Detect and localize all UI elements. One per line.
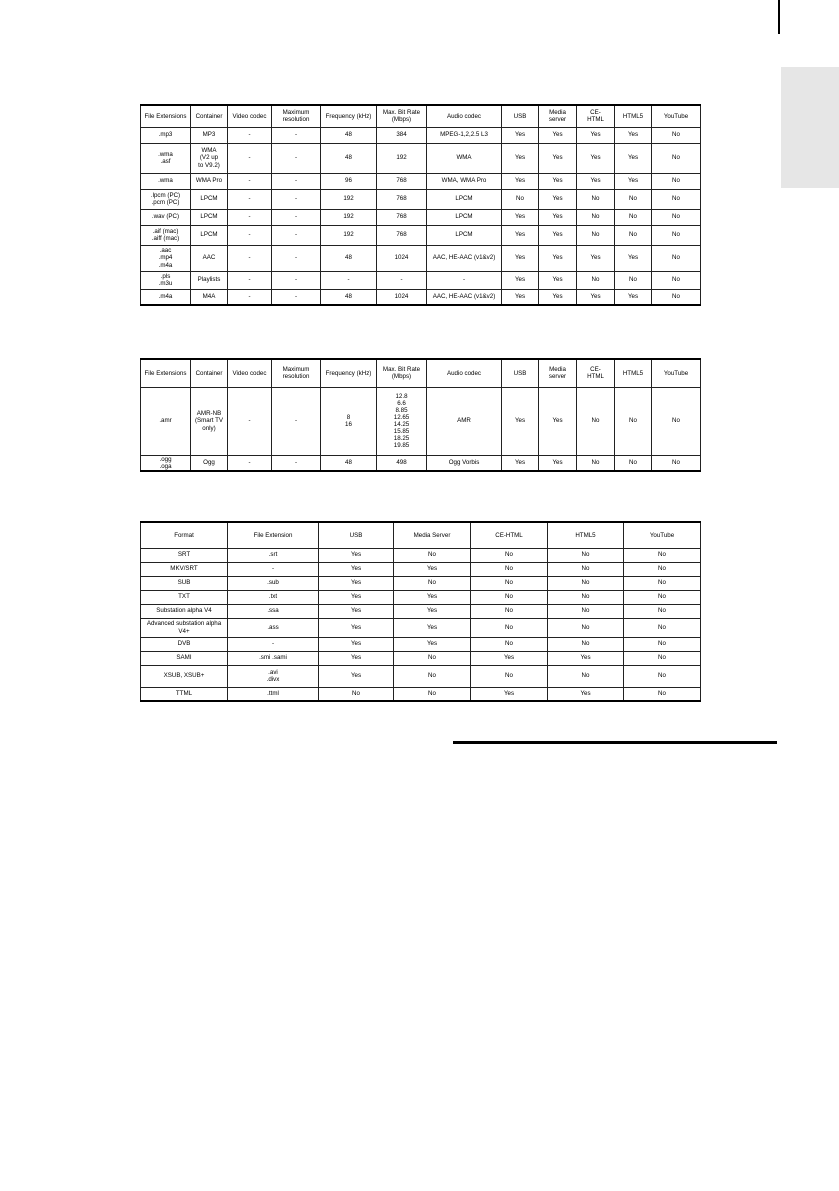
table-row	[141, 225, 701, 245]
table-cell: Playlists	[191, 271, 228, 289]
column-header: Maximum resolution	[272, 359, 321, 387]
column-header: HTML5	[548, 522, 624, 548]
table-cell: SUB	[141, 576, 228, 590]
table-cell: 192	[377, 143, 427, 173]
column-header: Frequency (kHz)	[321, 105, 377, 127]
table-cell: No	[624, 590, 701, 604]
column-header: Media server	[539, 105, 577, 127]
table-cell: -	[321, 271, 377, 289]
table-cell: No	[652, 143, 701, 173]
table-cell: LPCM	[427, 209, 502, 225]
table-cell: Ogg	[191, 455, 228, 471]
table-cell: 192	[321, 225, 377, 245]
table-cell: Yes	[502, 245, 539, 271]
table-cell: 768	[377, 173, 427, 189]
table-cell: -	[427, 271, 502, 289]
audio-formats-table-2	[140, 358, 701, 472]
table-cell: 8 16	[321, 387, 377, 455]
table-cell: -	[228, 387, 272, 455]
table-cell: -	[272, 289, 321, 305]
table-cell: -	[377, 271, 427, 289]
table-cell: AMR	[427, 387, 502, 455]
table-cell: LPCM	[191, 189, 228, 209]
table-cell: 192	[321, 209, 377, 225]
column-header: YouTube	[652, 359, 701, 387]
table-row	[141, 576, 701, 590]
table-cell: No	[471, 618, 548, 637]
table-cell: XSUB, XSUB+	[141, 665, 228, 687]
table-cell: .srt	[228, 548, 319, 562]
table-cell: LPCM	[191, 209, 228, 225]
table-row	[141, 127, 701, 143]
table-cell: .avi .divx	[228, 665, 319, 687]
table-cell: No	[394, 651, 471, 665]
table-cell: No	[624, 604, 701, 618]
table-cell: Yes	[502, 143, 539, 173]
table-cell: No	[394, 665, 471, 687]
table-cell: No	[319, 687, 394, 701]
table-cell: Yes	[502, 127, 539, 143]
table-cell: -	[228, 189, 272, 209]
table-cell: -	[228, 143, 272, 173]
table-row	[141, 189, 701, 209]
table-cell: No	[548, 665, 624, 687]
table-cell: Yes	[577, 173, 615, 189]
table-cell: Yes	[539, 245, 577, 271]
table-cell: TXT	[141, 590, 228, 604]
table-cell: Advanced substation alpha V4+	[141, 618, 228, 637]
table-cell: Yes	[615, 173, 652, 189]
column-header: Container	[191, 359, 228, 387]
column-header: USB	[502, 105, 539, 127]
table-cell: 96	[321, 173, 377, 189]
table-row	[141, 271, 701, 289]
table-cell: Yes	[394, 590, 471, 604]
table-cell: No	[548, 618, 624, 637]
table-cell: .pls .m3u	[141, 271, 191, 289]
column-header: HTML5	[615, 359, 652, 387]
table-cell: -	[272, 209, 321, 225]
table-cell: Yes	[394, 618, 471, 637]
section-divider	[453, 741, 777, 744]
table-row	[141, 387, 701, 455]
table-cell: No	[548, 604, 624, 618]
table-cell: Yes	[319, 590, 394, 604]
table-cell: No	[624, 562, 701, 576]
table-cell: No	[548, 590, 624, 604]
table-cell: No	[652, 289, 701, 305]
table-cell: .wma .asf	[141, 143, 191, 173]
table-cell: .smi .sami	[228, 651, 319, 665]
column-header: Video codec	[228, 105, 272, 127]
table-cell: 48	[321, 143, 377, 173]
table-cell: No	[652, 455, 701, 471]
table-cell: 384	[377, 127, 427, 143]
table-cell: -	[228, 637, 319, 651]
table-row	[141, 637, 701, 651]
table-row	[141, 651, 701, 665]
table-cell: -	[228, 209, 272, 225]
table-row	[141, 289, 701, 305]
table-cell: Yes	[577, 127, 615, 143]
table-cell: -	[228, 562, 319, 576]
column-header: Max. Bit Rate (Mbps)	[377, 105, 427, 127]
table-cell: Yes	[502, 173, 539, 189]
table-cell: No	[652, 173, 701, 189]
table-cell: .m4a	[141, 289, 191, 305]
column-header: Container	[191, 105, 228, 127]
table-row	[141, 590, 701, 604]
table-cell: Yes	[615, 245, 652, 271]
table-cell: TTML	[141, 687, 228, 701]
table-cell: 768	[377, 189, 427, 209]
header-row	[141, 105, 701, 127]
table-cell: 48	[321, 127, 377, 143]
table-cell: No	[502, 189, 539, 209]
column-header: File Extension	[228, 522, 319, 548]
table-cell: -	[272, 387, 321, 455]
table-cell: No	[394, 576, 471, 590]
table-cell: Yes	[615, 143, 652, 173]
column-header: Format	[141, 522, 228, 548]
table-cell: Yes	[539, 271, 577, 289]
table-row	[141, 665, 701, 687]
audio-formats-table	[140, 104, 701, 306]
table-row	[141, 562, 701, 576]
column-header: CE- HTML	[577, 105, 615, 127]
table-cell: No	[652, 209, 701, 225]
table-cell: 768	[377, 225, 427, 245]
table-cell: No	[471, 576, 548, 590]
table-cell: -	[228, 455, 272, 471]
table-cell: -	[272, 455, 321, 471]
table-cell: .wav (PC)	[141, 209, 191, 225]
table-cell: Yes	[615, 289, 652, 305]
table-cell: Yes	[394, 604, 471, 618]
table-cell: .aif (mac) .aiff (mac)	[141, 225, 191, 245]
table-cell: No	[615, 387, 652, 455]
table-cell: Yes	[539, 289, 577, 305]
table-row	[141, 245, 701, 271]
table-cell: Yes	[319, 651, 394, 665]
table-cell: -	[228, 289, 272, 305]
table-cell: 1024	[377, 245, 427, 271]
table-cell: No	[615, 209, 652, 225]
section-tab	[781, 67, 839, 188]
table-cell: WMA, WMA Pro	[427, 173, 502, 189]
table-cell: -	[228, 271, 272, 289]
table-cell: Yes	[615, 127, 652, 143]
header-row	[141, 522, 701, 548]
table-cell: .wma	[141, 173, 191, 189]
table-cell: .amr	[141, 387, 191, 455]
table-cell: Yes	[577, 245, 615, 271]
subtitle-formats-table	[140, 521, 701, 702]
table-cell: AAC	[191, 245, 228, 271]
table-row	[141, 209, 701, 225]
table-cell: Yes	[577, 289, 615, 305]
table-cell: Ogg Vorbis	[427, 455, 502, 471]
table-cell: Yes	[471, 651, 548, 665]
table-cell: No	[652, 189, 701, 209]
table-cell: No	[471, 637, 548, 651]
table-cell: No	[471, 604, 548, 618]
column-header: Frequency (kHz)	[321, 359, 377, 387]
table-cell: Yes	[502, 225, 539, 245]
table-cell: 48	[321, 245, 377, 271]
table-cell: Yes	[539, 387, 577, 455]
table-cell: Yes	[539, 173, 577, 189]
table-cell: .ogg .oga	[141, 455, 191, 471]
top-margin-rule	[778, 0, 780, 34]
table-cell: 1024	[377, 289, 427, 305]
table-cell: .mp3	[141, 127, 191, 143]
table-cell: No	[577, 189, 615, 209]
table-cell: No	[652, 127, 701, 143]
table-cell: Yes	[539, 127, 577, 143]
table-cell: .lpcm (PC) .pcm (PC)	[141, 189, 191, 209]
table-cell: No	[548, 548, 624, 562]
table-cell: SAMI	[141, 651, 228, 665]
table-cell: MPEG-1,2,2.5 L3	[427, 127, 502, 143]
table-cell: No	[652, 271, 701, 289]
table-cell: Yes	[539, 455, 577, 471]
table-cell: No	[615, 455, 652, 471]
table-cell: AAC, HE-AAC (v1&v2)	[427, 289, 502, 305]
table-cell: 192	[321, 189, 377, 209]
table-cell: MP3	[191, 127, 228, 143]
table-row	[141, 173, 701, 189]
table-row	[141, 548, 701, 562]
table-cell: Yes	[319, 637, 394, 651]
table-cell: No	[624, 651, 701, 665]
table-cell: AAC, HE-AAC (v1&v2)	[427, 245, 502, 271]
table-cell: Yes	[502, 209, 539, 225]
header-row	[141, 359, 701, 387]
table-cell: SRT	[141, 548, 228, 562]
table-cell: Yes	[319, 618, 394, 637]
table-cell: WMA Pro	[191, 173, 228, 189]
table-cell: 498	[377, 455, 427, 471]
table-cell: Yes	[319, 665, 394, 687]
table-cell: No	[577, 387, 615, 455]
column-header: Maximum resolution	[272, 105, 321, 127]
table-cell: .aac .mp4 .m4a	[141, 245, 191, 271]
column-header: YouTube	[652, 105, 701, 127]
table-cell: No	[577, 455, 615, 471]
table-cell: -	[272, 173, 321, 189]
table-cell: Yes	[394, 637, 471, 651]
table-cell: 48	[321, 455, 377, 471]
table-cell: 12.8 6.6 8.85 12.65 14.25 15.85 18.25 19.85	[377, 387, 427, 455]
column-header: Media server	[539, 359, 577, 387]
table-row	[141, 618, 701, 637]
table-cell: No	[471, 562, 548, 576]
table-cell: Yes	[502, 271, 539, 289]
table-cell: No	[548, 562, 624, 576]
table-cell: Yes	[319, 604, 394, 618]
table-cell: -	[272, 225, 321, 245]
column-header: YouTube	[624, 522, 701, 548]
table-cell: AMR-NB (Smart TV only)	[191, 387, 228, 455]
table-cell: No	[652, 387, 701, 455]
column-header: CE- HTML	[577, 359, 615, 387]
table-cell: Yes	[319, 576, 394, 590]
table-cell: LPCM	[191, 225, 228, 245]
table-cell: -	[272, 143, 321, 173]
table-cell: No	[577, 271, 615, 289]
table-cell: Yes	[548, 687, 624, 701]
table-cell: No	[548, 576, 624, 590]
table-cell: MKV/SRT	[141, 562, 228, 576]
table-cell: Substation alpha V4	[141, 604, 228, 618]
table-cell: No	[624, 637, 701, 651]
table-cell: .ssa	[228, 604, 319, 618]
column-header: Media Server	[394, 522, 471, 548]
table-cell: No	[394, 548, 471, 562]
column-header: File Extensions	[141, 105, 191, 127]
table-cell: -	[272, 127, 321, 143]
table-cell: .ass	[228, 618, 319, 637]
table-cell: No	[615, 225, 652, 245]
table-row	[141, 455, 701, 471]
table-cell: No	[652, 245, 701, 271]
table-cell: -	[272, 189, 321, 209]
column-header: USB	[319, 522, 394, 548]
table-cell: No	[471, 665, 548, 687]
table-cell: Yes	[539, 225, 577, 245]
table-cell: No	[471, 548, 548, 562]
table-cell: Yes	[502, 387, 539, 455]
column-header: Audio codec	[427, 359, 502, 387]
table-row	[141, 604, 701, 618]
table-cell: No	[624, 618, 701, 637]
table-cell: Yes	[319, 562, 394, 576]
column-header: Video codec	[228, 359, 272, 387]
table-cell: 48	[321, 289, 377, 305]
table-cell: DVB	[141, 637, 228, 651]
table-cell: -	[228, 127, 272, 143]
column-header: HTML5	[615, 105, 652, 127]
table-cell: Yes	[502, 289, 539, 305]
table-cell: LPCM	[427, 225, 502, 245]
column-header: File Extensions	[141, 359, 191, 387]
table-cell: Yes	[539, 209, 577, 225]
table-cell: -	[228, 173, 272, 189]
table-cell: No	[624, 665, 701, 687]
table-cell: No	[577, 225, 615, 245]
table-cell: .txt	[228, 590, 319, 604]
table-cell: Yes	[577, 143, 615, 173]
table-cell: No	[577, 209, 615, 225]
table-cell: Yes	[539, 189, 577, 209]
table-row	[141, 687, 701, 701]
table-cell: No	[624, 576, 701, 590]
table-cell: WMA	[427, 143, 502, 173]
table-cell: No	[615, 271, 652, 289]
table-cell: Yes	[471, 687, 548, 701]
column-header: Audio codec	[427, 105, 502, 127]
column-header: USB	[502, 359, 539, 387]
table-cell: -	[272, 271, 321, 289]
table-cell: .sub	[228, 576, 319, 590]
table-cell: Yes	[548, 651, 624, 665]
table-cell: -	[228, 225, 272, 245]
column-header: CE-HTML	[471, 522, 548, 548]
table-cell: M4A	[191, 289, 228, 305]
table-cell: -	[228, 245, 272, 271]
table-cell: No	[394, 687, 471, 701]
table-cell: -	[272, 245, 321, 271]
table-cell: No	[548, 637, 624, 651]
table-cell: No	[624, 548, 701, 562]
table-cell: No	[615, 189, 652, 209]
table-cell: 768	[377, 209, 427, 225]
table-cell: WMA (V2 up to V9.2)	[191, 143, 228, 173]
table-cell: .ttml	[228, 687, 319, 701]
table-cell: Yes	[502, 455, 539, 471]
table-row	[141, 143, 701, 173]
table-cell: Yes	[394, 562, 471, 576]
table-cell: Yes	[539, 143, 577, 173]
column-header: Max. Bit Rate (Mbps)	[377, 359, 427, 387]
table-cell: Yes	[319, 548, 394, 562]
table-cell: No	[624, 687, 701, 701]
table-cell: LPCM	[427, 189, 502, 209]
table-cell: No	[471, 590, 548, 604]
table-cell: No	[652, 225, 701, 245]
